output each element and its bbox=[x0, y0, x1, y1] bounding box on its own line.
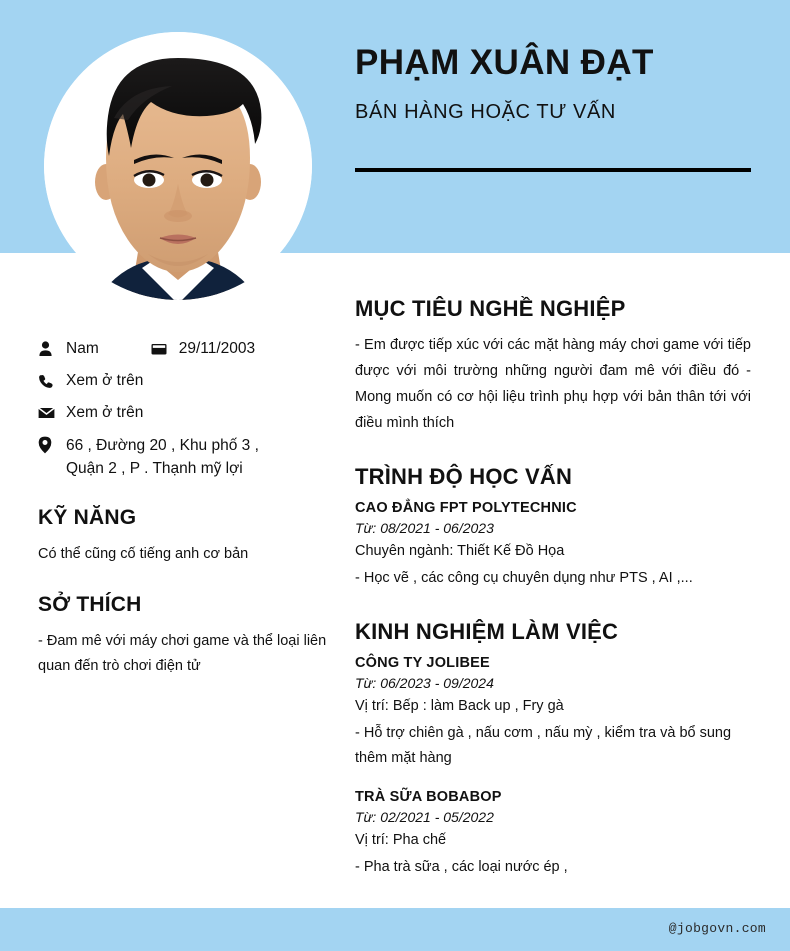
watermark: @jobgovn.com bbox=[668, 921, 766, 936]
header-text-block bbox=[355, 44, 755, 124]
education-entry bbox=[355, 500, 751, 591]
right-column bbox=[355, 296, 751, 884]
experience-desc: - Pha trà sữa , các loại nước ép , bbox=[355, 859, 568, 875]
experience-entry bbox=[355, 789, 751, 880]
header-divider bbox=[355, 168, 751, 172]
experience-company: TRÀ SỮA BOBABOP bbox=[355, 789, 502, 805]
contact-list bbox=[38, 338, 334, 480]
skills-heading: KỸ NĂNG bbox=[38, 506, 137, 529]
phone-value: Xem ở trên bbox=[66, 372, 144, 389]
avatar bbox=[44, 32, 312, 300]
address-line-2: Quận 2 , P . Thạnh mỹ lợi bbox=[66, 460, 243, 477]
hobbies-heading: SỞ THÍCH bbox=[38, 593, 142, 616]
experience-dates: Từ: 06/2023 - 09/2024 bbox=[355, 675, 494, 691]
experience-position: Vị trí: Pha chế bbox=[355, 832, 447, 848]
birthdate-value: 29/11/2003 bbox=[178, 340, 256, 357]
objective-body: - Em được tiếp xúc với các mặt hàng máy chơi game với tiếp được với môi trường những người đam mê với điều đó - Mong muốn có cơ hội liệu trình phụ hợp với bản thân tới với điều mình thích bbox=[355, 337, 751, 431]
experience-dates: Từ: 02/2021 - 05/2022 bbox=[355, 809, 494, 825]
contact-row bbox=[38, 434, 334, 480]
education-school: CAO ĐẲNG FPT POLYTECHNIC bbox=[355, 500, 577, 516]
contact-row bbox=[38, 338, 334, 360]
email-value: Xem ở trên bbox=[66, 404, 144, 421]
experience-company: CÔNG TY JOLIBEE bbox=[355, 655, 490, 671]
left-column bbox=[38, 338, 334, 679]
contact-row bbox=[38, 370, 334, 392]
hobbies-body: - Đam mê với máy chơi game và thể loại liên quan đến trò chơi điện tử bbox=[38, 633, 327, 674]
education-desc: - Học vẽ , các công cụ chuyên dụng như PTS , AI ,... bbox=[355, 570, 693, 586]
contact-row bbox=[38, 402, 334, 424]
page-title: PHẠM XUÂN ĐẠT bbox=[355, 43, 654, 82]
calendar-icon bbox=[151, 338, 179, 359]
envelope-icon bbox=[38, 402, 66, 423]
objective-heading: MỤC TIÊU NGHỀ NGHIỆP bbox=[355, 296, 626, 321]
experience-entry bbox=[355, 655, 751, 771]
skills-body: Có thể cũng cố tiếng anh cơ bản bbox=[38, 546, 249, 562]
address-value bbox=[66, 434, 259, 480]
address-line-1: 66 , Đường 20 , Khu phố 3 , bbox=[66, 437, 259, 454]
gender-value: Nam bbox=[66, 340, 99, 357]
experience-position: Vị trí: Bếp : làm Back up , Fry gà bbox=[355, 698, 564, 714]
portrait-photo bbox=[44, 32, 312, 300]
education-heading: TRÌNH ĐỘ HỌC VẤN bbox=[355, 464, 573, 489]
education-major: Chuyên ngành: Thiết Kế Đồ Họa bbox=[355, 543, 565, 559]
person-icon bbox=[38, 338, 66, 359]
location-pin-icon bbox=[38, 434, 66, 455]
experience-heading: KINH NGHIỆM LÀM VIỆC bbox=[355, 619, 619, 644]
education-dates: Từ: 08/2021 - 06/2023 bbox=[355, 520, 494, 536]
phone-icon bbox=[38, 370, 66, 391]
experience-desc: - Hỗ trợ chiên gà , nấu cơm , nấu mỳ , kiểm tra và bổ sung thêm mặt hàng bbox=[355, 725, 732, 766]
job-title: BÁN HÀNG HOẶC TƯ VẤN bbox=[355, 100, 616, 123]
